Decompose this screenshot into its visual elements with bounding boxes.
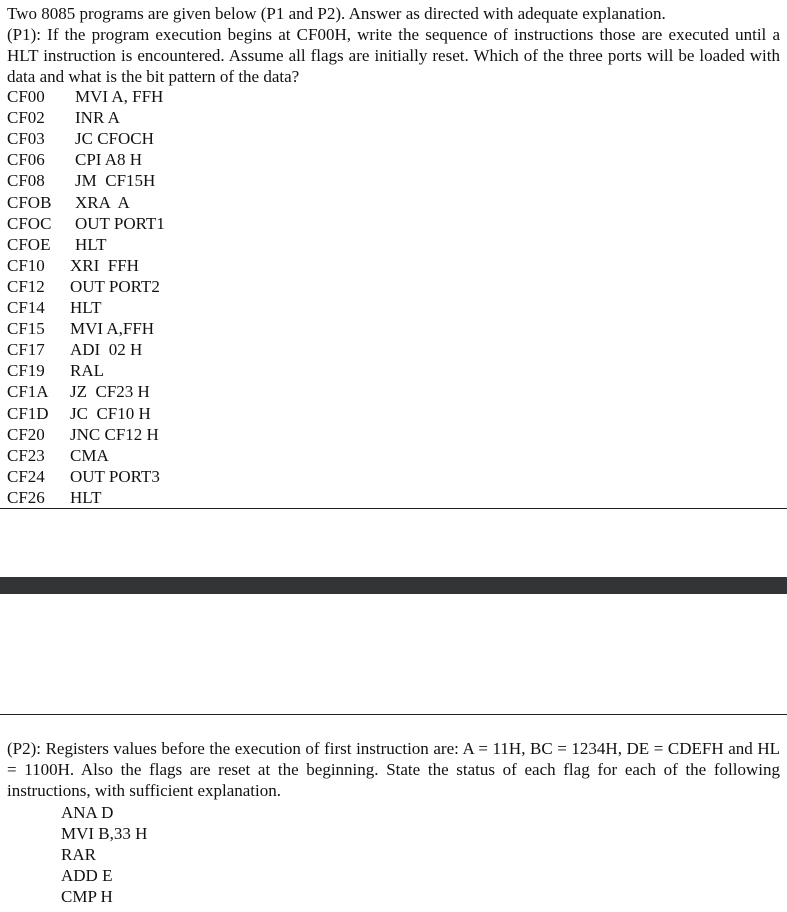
program-line-instruction: XRI FFH — [70, 255, 139, 275]
program-line-instruction: XRA A — [75, 192, 130, 212]
program-line-instruction: JC CF10 H — [70, 403, 151, 423]
program-line-address: CF08 — [7, 171, 45, 191]
program-line-instruction: HLT — [70, 298, 102, 317]
program-line-instruction: JC CFOCH — [75, 129, 154, 149]
program-line-address: CFOB — [7, 192, 52, 212]
p2-instruction-item: ANA D — [61, 803, 114, 822]
intro-text: Two 8085 programs are given below (P1 and P2). Answer as directed with adequate explanation. — [7, 4, 666, 23]
program-line-instruction: RAL — [70, 361, 104, 381]
p2-instruction-item: MVI B,33 H — [61, 824, 148, 843]
program-line-instruction: JNC CF12 H — [70, 424, 159, 444]
program-line-address: CF15 — [7, 319, 45, 339]
program-line-instruction: OUT PORT2 — [70, 276, 160, 296]
program-line-address: CF20 — [7, 424, 45, 444]
dark-divider-bar — [0, 577, 787, 594]
program-line-address: CF1A — [7, 382, 49, 402]
program-line-instruction: ADI 02 H — [70, 340, 143, 360]
program-line-instruction: HLT — [70, 487, 102, 507]
program-line-instruction: HLT — [75, 234, 107, 254]
p2-instruction-item: RAR — [61, 845, 96, 864]
p2-instruction-item: CMP H — [61, 887, 113, 906]
program-line-instruction: MVI A, FFH — [75, 87, 164, 106]
program-line-address: CF03 — [7, 129, 45, 149]
program-line-instruction: CPI A8 H — [75, 150, 143, 170]
program-line-address: CF17 — [7, 340, 45, 360]
program-line-instruction: CMA — [70, 445, 109, 465]
program-line-address: CF1D — [7, 403, 49, 423]
program-line-address: CF19 — [7, 361, 45, 381]
program-line-address: CF14 — [7, 298, 45, 317]
program-line-address: CF06 — [7, 150, 45, 170]
program-line-address: CF24 — [7, 466, 45, 486]
p1-question-text: (P1): If the program execution begins at CF00H, write the sequence of instructions those are executed until a HLT instruction is encountered. Assume all flags are initially reset. Which of the three ports will be loaded with data and what is the bit pattern of the data? — [7, 25, 780, 86]
p2-question-text: (P2): Registers values before the execution of first instruction are: A = 11H, BC = 1234H, DE = CDEFH and HL = 1100H. Also the flags are reset at the beginning. State the status of each flag for each of the following instructions, with sufficient explanation. — [7, 739, 780, 800]
program-line-instruction: OUT PORT3 — [70, 466, 160, 486]
program-line-instruction: JM CF15H — [75, 171, 156, 191]
program-line-address: CF02 — [7, 108, 45, 128]
program-line-address: CF23 — [7, 445, 45, 465]
program-line-instruction: INR A — [75, 108, 120, 128]
program-line-address: CFOE — [7, 234, 51, 254]
program-line-instruction: OUT PORT1 — [75, 213, 165, 233]
program-line-instruction: MVI A,FFH — [70, 319, 155, 339]
program-line-address: CF12 — [7, 276, 45, 296]
program-line-address: CFOC — [7, 213, 52, 233]
program-line-address: CF10 — [7, 255, 45, 275]
p2-instruction-item: ADD E — [61, 866, 113, 885]
question-panel-bottom — [0, 714, 787, 912]
program-line-address: CF00 — [7, 87, 45, 106]
program-line-address: CF26 — [7, 487, 45, 507]
program-line-instruction: JZ CF23 H — [70, 382, 150, 402]
